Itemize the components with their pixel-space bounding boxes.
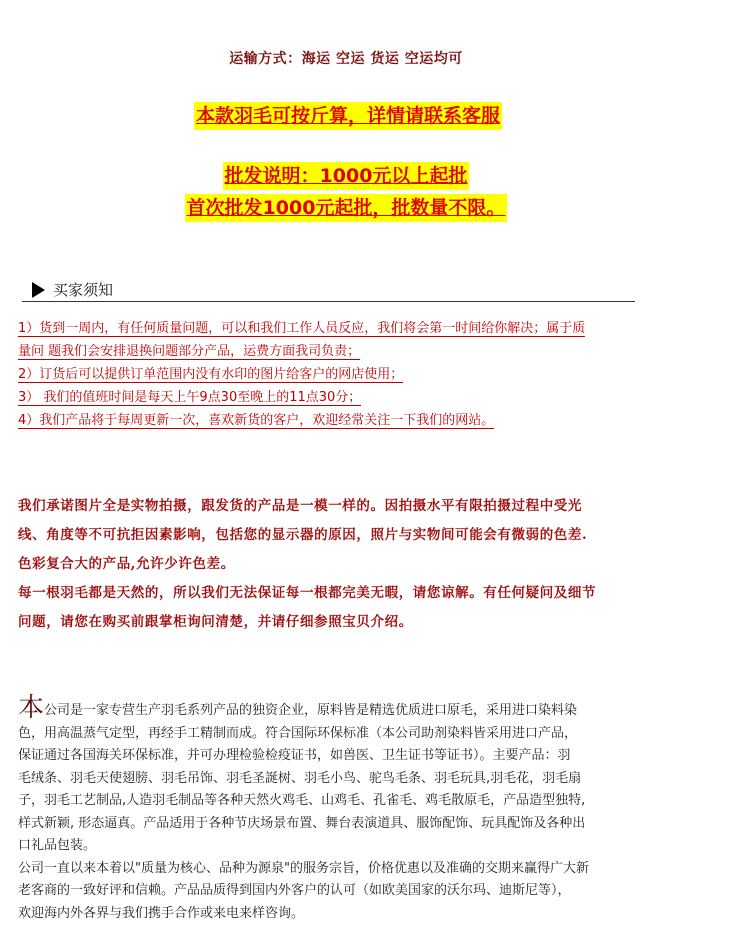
highlight-wholesale-note	[0, 162, 692, 190]
about-line: 口礼品包装。	[18, 838, 97, 853]
list-item: 量问 题我们会安排退换问题部分产品，运费方面我司负责；	[18, 344, 361, 359]
about-line: 老客商的一致好评和信赖。产品品质得到国内外客户的认可（如欧美国家的沃尔玛、迪斯尼等），	[18, 883, 571, 898]
shipping-methods: 运输方式：海运 空运 货运 空运均可	[229, 51, 463, 67]
promise-line: 线、角度等不可抗拒因素影响，包括您的显示器的原因，照片与实物间可能会有微弱的色差.	[18, 527, 588, 543]
buyer-notice-list	[18, 317, 678, 432]
list-item: 2）订货后可以提供订单范围内没有水印的图片给客户的网店使用；	[18, 367, 404, 382]
promise-line: 色彩复合大的产品,允许少许色差。	[18, 556, 235, 572]
buyer-notice-title: 买家须知	[53, 281, 114, 299]
photo-promise-text	[18, 492, 678, 637]
highlight-weight-sale	[0, 102, 696, 130]
triangle-right-icon	[32, 282, 45, 298]
drop-cap: 本	[18, 693, 45, 723]
about-line: 样式新颖, 形态逼真。产品适用于各种节庆场景布置、舞台表演道具、服饰配饰、玩具配饰及各种出	[18, 815, 586, 831]
highlight-text: 批发说明：1000元以上起批	[223, 162, 470, 190]
highlight-first-wholesale	[0, 194, 692, 222]
divider	[22, 301, 635, 302]
promise-line: 我们承诺图片全是实物拍摄，跟发货的产品是一模一样的。因拍摄水平有限拍摄过程中受光	[18, 498, 582, 514]
buyer-notice-heading	[32, 279, 113, 300]
promise-line: 每一根羽毛都是天然的，所以我们无法保证每一根都完美无暇，请您谅解。有任何疑问及细节	[18, 585, 597, 601]
list-item: 1）货到一周内，有任何质量问题，可以和我们工作人员反应，我们将会第一时间给你解决；属于质	[18, 321, 586, 336]
about-line: 本公司是一家专营生产羽毛系列产品的独资企业，原料皆是精选优质进口原毛，采用进口染料染	[18, 693, 578, 723]
about-line: 欢迎海内外各界与我们携手合作或来电来样咨询。	[18, 905, 305, 921]
highlight-text: 本款羽毛可按斤算，详情请联系客服	[194, 102, 502, 130]
company-introduction	[18, 693, 678, 925]
about-line: 保证通过各国海关环保标准，并可办理检验检疫证书，如兽医、卫生证书等证书）。主要产品：羽	[18, 748, 571, 763]
about-line: 公司一直以来本着以"质量为核心、品种为源泉"的服务宗旨，价格优惠以及准确的交期来赢得广大新	[18, 860, 589, 876]
list-item: 4）我们产品将于每周更新一次，喜欢新货的客户，欢迎经常关注一下我们的网站。	[18, 413, 495, 428]
about-line: 毛绒条、羽毛天使翅膀、羽毛吊饰、羽毛圣誕树、羽毛小鸟、驼鸟毛条、羽毛玩具,羽毛花，羽毛扇	[18, 770, 582, 786]
highlight-text: 首次批发1000元起批，批数量不限。	[185, 194, 508, 222]
list-item: 3） 我们的值班时间是每天上午9点30至晚上的11点30分；	[18, 390, 362, 405]
about-line: 子，羽毛工艺制品,人造羽毛制品等各种天然火鸡毛、山鸡毛、孔雀毛、鸡毛散原毛，产品造型独特,	[18, 793, 586, 808]
about-line: 色，用高温蒸气定型，再经手工精制而成。符合国际环保标准（本公司助剂染料皆采用进口产品，	[18, 725, 578, 741]
promise-line: 问题，请您在购买前跟掌柜询问清楚，并请仔细参照宝贝介绍。	[18, 614, 413, 630]
